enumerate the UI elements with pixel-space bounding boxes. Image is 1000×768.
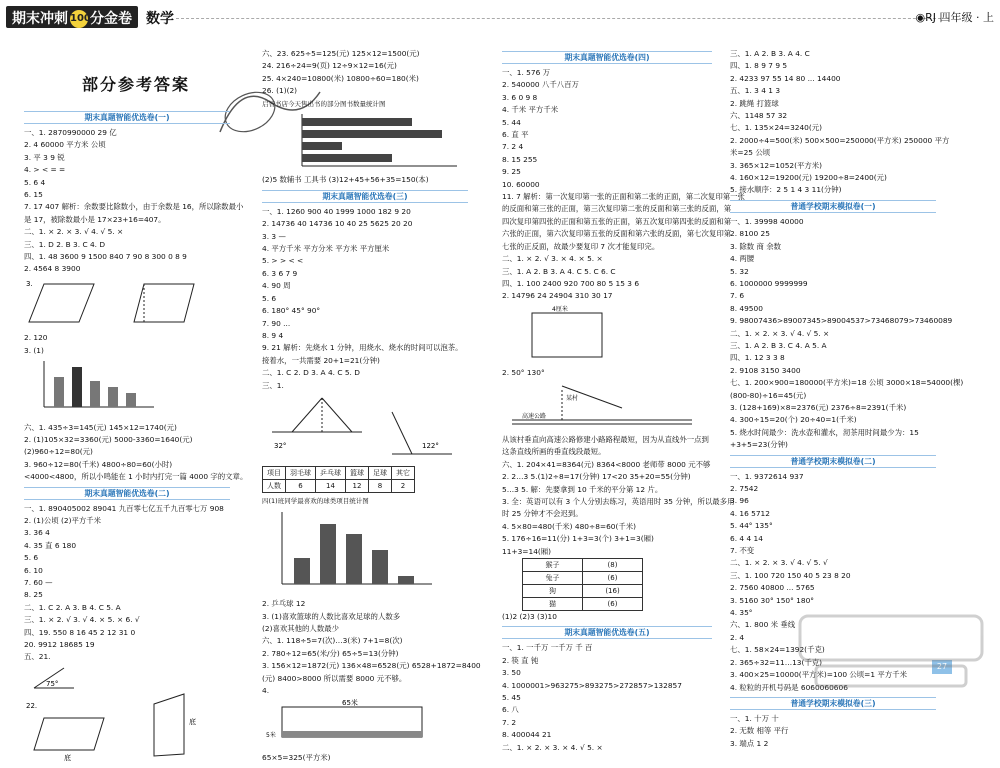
section-title: 期末真题智能优选卷(四)	[502, 51, 712, 64]
answer-column-1	[24, 108, 248, 762]
section-title: 普通学校期末模拟卷(三)	[730, 697, 936, 710]
answer-line: 六、1. 435÷3=145(元) 145×12=1740(元)	[24, 422, 177, 432]
answer-line: 2. (1)公顷 (2)平方千米	[24, 515, 102, 525]
answer-lines	[262, 48, 468, 98]
angle-figures	[262, 392, 462, 462]
answer-line: 二、1. C 2. A 3. B 4. C 5. A	[24, 602, 121, 612]
answer-line: +3+5=23(分钟)	[730, 440, 788, 450]
base-label: 底	[64, 753, 71, 762]
answer-line: 4. 90 周	[262, 281, 291, 291]
answer-lines	[730, 216, 964, 452]
book-bar-chart	[262, 110, 462, 170]
answer-lines	[730, 48, 950, 197]
answer-line: 5. 6	[24, 553, 39, 563]
answer-line: (1)2 (2)3 (3)10	[502, 612, 557, 621]
angle-label: 32°	[274, 441, 287, 450]
answer-line: 7. 不变	[730, 546, 755, 556]
table-cell: (8)	[583, 559, 643, 572]
answer-line: 4. 粒粒的开机号码是 6060060606	[730, 682, 848, 692]
answer-line: 3. (1)	[24, 345, 44, 355]
table-cell: (6)	[583, 598, 643, 611]
answer-line: 7. 60 —	[24, 577, 53, 587]
table-header-cell: 足球	[369, 467, 392, 480]
answer-line: 5. 44° 135°	[730, 521, 773, 531]
answer-line: 3. (1)喜欢篮球的人数比喜欢足球的人数多	[262, 611, 401, 621]
answer-line: 2. 365÷32=11…13(千克)	[730, 657, 823, 667]
answer-line: 三、1. A 2. B 3. C 4. A 5. A	[730, 340, 827, 350]
answer-line: 4. 160×12=19200(元) 19200÷8=2400(元)	[730, 173, 887, 183]
answer-line: 二、1. C 2. D 3. A 4. C 5. D	[262, 368, 360, 378]
answer-lines	[24, 332, 230, 357]
answer-line: 2. 8100 25	[730, 229, 770, 239]
table-header-cell: 项目	[263, 467, 286, 480]
answer-lines	[24, 127, 244, 276]
answer-line: 六张的正面，第六次复印第五张的反面和第六张的反面，第七次复印第	[502, 229, 732, 239]
answer-line: 7. 90 ...	[262, 318, 291, 328]
header-rule	[176, 18, 946, 19]
watermark-logo	[796, 612, 986, 692]
sports-bar-chart	[262, 508, 462, 594]
rect-label: 65米	[342, 699, 358, 708]
road-figure	[502, 380, 702, 430]
section-title: 期末真题智能优选卷(二)	[24, 487, 230, 500]
answer-line: 四、1. 12 3 3 8	[730, 353, 785, 363]
answer-line: 3. 36 4	[24, 528, 50, 538]
grade-label: ◉RJ 四年级 · 上	[915, 11, 994, 24]
base-label: 底	[189, 717, 196, 726]
answer-line: 3. 960÷12=80(千米) 4800÷80=60(小时)	[24, 459, 173, 469]
angle-label: 122°	[422, 441, 439, 450]
table-cell: 6	[286, 480, 316, 493]
answer-line: 3. 96	[730, 496, 749, 506]
chart-note: (2)5 数辅书 工具书 (3)12+45+56+35=150(本)	[262, 175, 429, 185]
answer-line: 24. 216÷24=9(页) 12÷9×12=16(元)	[262, 61, 397, 71]
answer-line: 六、1148 57 32	[730, 111, 788, 121]
answer-line: 2. 4	[730, 632, 745, 642]
table-cell: 12	[346, 480, 369, 493]
answer-line: 四、1. 8 9 7 9 5	[730, 61, 788, 71]
answer-line: (800-80)÷16=45(元)	[730, 390, 807, 400]
answer-line: 3. 5160 30° 150° 180°	[730, 595, 814, 605]
table-cell: 8	[369, 480, 392, 493]
answer-line: 五、1. 3 4 1 3	[730, 86, 781, 96]
answer-line: 4. 两腰	[730, 254, 755, 264]
table-cell: (6)	[583, 572, 643, 585]
answer-lines	[502, 434, 735, 558]
answer-line: 是 17，被除数最小是 17×23+16=407。	[24, 214, 166, 224]
answer-line: 一、1. 39998 40000	[730, 216, 804, 226]
answer-line: 5…3 5. 解：先要拿到 10 千米的平分第 12 片。	[502, 484, 663, 494]
answer-line: 6. 1000000 9999999	[730, 278, 808, 288]
answer-line: 25. 4×240=10800(米) 10800÷60=180(米)	[262, 73, 419, 83]
answer-line: 2. 2000÷4=500(米) 500×500=250000(平方米) 250000 平方	[730, 135, 950, 145]
answer-line: (2)960÷12=80(元)	[24, 447, 93, 457]
answer-line: 二、1. × 2. × 3. √ 4. √ 5. ×	[24, 227, 124, 237]
answer-line: 六、1. 204×41=8364(元) 8364<8000 老师带 8000 元不够	[502, 459, 711, 469]
answer-line: 从该村垂直向高速公路修建小路路程最短，因为从直线外一点到	[502, 434, 709, 444]
answer-line: 5. 45	[502, 693, 521, 703]
answer-line: 四、1. 48 3600 9 1500 840 7 90 8 300 0 8 9	[24, 252, 187, 262]
answer-line: 5. 176÷16=11(分) 1+3=3(个) 3+1=3(厢)	[502, 534, 654, 544]
answer-line: 3. 400×25=10000(平方米)=100 公顷=1 平方千米	[730, 670, 907, 680]
page-header	[6, 6, 994, 36]
answer-line: 6. 180° 45° 90°	[262, 306, 321, 316]
answer-line: 8. 9 4	[262, 330, 284, 340]
answer-line: 3. 平 3 9 锐	[24, 152, 65, 162]
answer-line: 6. 直 平	[502, 130, 529, 140]
answer-line: 三、1. × 2. √ 3. √ 4. × 5. × 6. √	[24, 615, 140, 625]
section-title: 期末真题智能优选卷(三)	[262, 190, 468, 203]
answer-line: 七、1. 58×24=1392(千克)	[730, 645, 825, 655]
answer-line: 11. 7 解析：第一次复印第一张的正面和第二张的正面，第二次复印第一张	[502, 192, 745, 202]
answer-line: 5. 6 4	[24, 177, 46, 187]
answer-line: 2. 4 60000 平方米 公顷	[24, 140, 106, 150]
answer-line: 5. 32	[730, 266, 749, 276]
answer-line: 4. 平方千米 平方分米 平方米 平方厘米	[262, 244, 390, 254]
answer-line: 3. 端点 1 2	[730, 738, 769, 748]
angle-label: 75°	[46, 679, 59, 688]
answer-line: 4. 35°	[730, 608, 753, 618]
answer-lines	[502, 642, 712, 754]
answer-line: 3. 全：英语可以有 3 个人分别去练习，英语用时 35 分钟，所以最多用	[502, 496, 735, 506]
answer-lines	[24, 422, 248, 484]
answer-line: 一、1. 9372614 937	[730, 471, 804, 481]
answer-line: 六、23. 625÷5=125(元) 125×12=1500(元)	[262, 49, 420, 58]
answer-line: 4. 千米 平方千米	[502, 105, 559, 115]
section-title: 普通学校期末模拟卷(二)	[730, 455, 936, 468]
answer-column-4	[730, 48, 964, 748]
answer-column-2	[262, 48, 481, 762]
answer-line: <4000<4800，所以小鸣能在 1 小时内打完一篇 4000 字的文章。	[24, 472, 248, 482]
bar-chart-hobbies	[24, 357, 164, 417]
answer-line: (2)喜欢其他的人数最少	[262, 623, 339, 633]
answer-line: 6. 10	[24, 565, 43, 575]
answer-line: 接着水，一共需要 20+1=21(分钟)	[262, 355, 380, 365]
answer-line: 9. 25	[502, 167, 521, 177]
answer-lines	[262, 598, 481, 697]
answer-line: 7. 2	[502, 717, 517, 727]
answer-line: 11+3=14(厢)	[502, 546, 552, 556]
section-title: 普通学校期末模拟卷(一)	[730, 200, 936, 213]
answer-line: 9. 21 解析：先烧水 1 分钟，用烧水、烧水的时间可以泡茶。	[262, 343, 463, 353]
answer-line: 7. 2 4	[502, 142, 524, 152]
answer-line: 三、1. 100 720 150 40 5 23 8 20	[730, 570, 851, 580]
village-label: 某村	[566, 394, 579, 402]
answer-line: 一、1. 576 万	[502, 68, 551, 77]
page-number: 27	[932, 660, 952, 674]
answer-line: 6. 3 6 7 9	[262, 268, 298, 278]
answer-line: 2. 筷 直 钝	[502, 655, 539, 665]
answer-line: 三、1.	[262, 380, 284, 390]
answer-line: 65×5=325(平方米)	[262, 752, 331, 762]
answer-line: 5. > > < <	[262, 256, 304, 266]
answer-line: 2. 4233 97 55 14 80 ... 14400	[730, 73, 841, 83]
answer-line: 5. 6	[262, 293, 277, 303]
answer-line: 2. 50° 130°	[502, 368, 545, 378]
answer-line: 7. 6	[730, 291, 745, 301]
answer-line: 二、1. × 2. × 3. √ 4. √ 5. ×	[730, 328, 830, 338]
sports-table	[262, 466, 415, 493]
answer-line: 四、19. 550 8 16 45 2 12 31 0	[24, 627, 136, 637]
table-cell: (16)	[583, 585, 643, 598]
answer-line: 20. 9912 18685 19	[24, 640, 95, 649]
answer-line: 时 25 分钟才不会迟到。	[502, 509, 583, 519]
answer-line: 2. 无数 相等 平行	[730, 726, 789, 736]
angle-and-parallelogram-figures	[24, 664, 224, 764]
brand-suffix: 分金卷	[90, 11, 132, 27]
answer-line: 2. 7560 40800 ... 5765	[730, 583, 815, 593]
answer-line: 五、21.	[24, 652, 51, 662]
answer-line: 的反面和第三张的正面，第三次复印第二张的反面和第三张的反面，第	[502, 204, 732, 214]
answer-line: 一、1. 890405002 89041 九百零七亿五千九百零七万 908	[24, 503, 224, 513]
answer-line: 2. 乒乓球 12	[262, 599, 306, 609]
answer-line: 七、1. 135×24=3240(元)	[730, 123, 823, 133]
answer-line: 二、1. × 2. × 3. √ 4. √ 5. √	[730, 558, 828, 568]
answer-line: 5. 接水顺序：2 5 1 4 3 11(分钟)	[730, 185, 842, 195]
fig-label: 4厘米	[552, 305, 568, 313]
table-cell: 兔子	[523, 572, 583, 585]
answer-line: 4.	[262, 686, 270, 695]
answer-line: 4. 35 直 6 180	[24, 540, 77, 550]
answer-line: 7. 17 407 解析：余数要比除数小，由于余数是 16，所以除数最小	[24, 202, 244, 212]
answer-line: 10. 60000	[502, 179, 540, 189]
answer-line: 3. 3 —	[262, 231, 286, 241]
answer-line: 四次复印第四张的正面和第五张的正面，第五次复印第四张的反面和第	[502, 216, 732, 226]
table-cell: 2	[392, 480, 415, 493]
answer-line: 七、1. 200×900=180000(平方米)=18 公顷 3000×18=54000(棵)	[730, 378, 964, 388]
answer-line: 6. 八	[502, 705, 519, 715]
section-title: 期末真题智能优选卷(一)	[24, 111, 230, 124]
animal-table	[522, 558, 643, 611]
q22-label: 22.	[26, 701, 38, 710]
answer-line: 3. 50	[502, 668, 521, 678]
answer-line: 2. 跳绳 打篮球	[730, 98, 779, 108]
table-row	[523, 559, 643, 572]
rectangle-grid-figure	[502, 303, 702, 363]
brand-badge: 100	[70, 10, 88, 28]
answer-line: 一、1. 1260 900 40 1999 1000 182 9 20	[262, 206, 411, 216]
answer-line: 2. 14796 24 24904 310 30 17	[502, 291, 613, 301]
answer-line: 一、1. 十万 十	[730, 713, 779, 723]
answer-line: 3. 156×12=1872(元) 136×48=6528(元) 6528+1872=8400	[262, 661, 481, 671]
answer-line: 8. 400044 21	[502, 730, 552, 740]
answer-line: 4. 1000001>963275>893275>272857>132857	[502, 680, 682, 690]
answer-line: 4. > < = =	[24, 165, 66, 175]
brand-banner	[6, 6, 138, 28]
table-header-cell: 乒乓球	[316, 467, 346, 480]
subject-label: 数学	[146, 11, 174, 27]
answer-lines	[262, 206, 468, 392]
answer-line: 6. 4 4 14	[730, 533, 763, 543]
answer-line: 8. 25	[24, 590, 43, 600]
rect-label: 5米	[266, 732, 276, 740]
answer-line: 5. 烧水时间最少：洗水壶和灌水，沏茶用时间最少为：15	[730, 427, 919, 437]
answer-lines	[730, 713, 936, 750]
parallelogram-figures	[24, 276, 224, 328]
answer-line: 二、1. × 2. × 3. × 4. √ 5. ×	[502, 742, 603, 752]
answer-line: 七张的正反面，故最少要复印 7 次才能复印完。	[502, 241, 660, 251]
chart-title: 启智书店今天售出书的部分图书数量统计图	[262, 99, 386, 108]
table-row	[523, 572, 643, 585]
table-header-cell: 篮球	[346, 467, 369, 480]
answer-line: 2. 780÷12=65(米/分) 65÷5=13(分钟)	[262, 648, 399, 658]
answer-line: 9. 98007436>89007345>89004537>73468079>73460089	[730, 316, 953, 326]
rectangle-figure	[262, 697, 462, 747]
answer-line: 6. 15	[24, 190, 43, 200]
answer-line: 2. (1)105×32=3360(元) 5000-3360=1640(元)	[24, 434, 193, 444]
brand-prefix: 期末冲刺	[12, 11, 68, 27]
answer-line: 六、1. 800 米 垂线	[730, 620, 796, 630]
answer-lines	[24, 503, 230, 664]
answer-line: 一、1. 一千万 一千万 千 百	[502, 643, 593, 653]
table-cell: 猴子	[523, 559, 583, 572]
answer-line: 三、1. A 2. B 3. A 4. C 5. C 6. C	[502, 266, 616, 276]
answer-line: 2. 14736 40 14736 10 40 25 5625 20 20	[262, 219, 413, 229]
answer-line: 米=25 公顷	[730, 148, 771, 158]
answer-line: 四、1. 100 2400 920 700 80 5 15 3 6	[502, 278, 640, 288]
answer-line: 2. 540000 八千八百万	[502, 80, 579, 90]
table-cell: 人数	[263, 480, 286, 493]
table-header-cell: 羽毛球	[286, 467, 316, 480]
answer-line: 3. 6 0 9 8	[502, 92, 538, 102]
answer-line: 2. 2…3 5.(1)2÷8=17(分钟) 17<20 35+20=55(分钟)	[502, 472, 691, 482]
answer-line: 2. 4564 8 3900	[24, 264, 81, 274]
table-row	[523, 598, 643, 611]
answer-lines	[502, 367, 712, 379]
bar-chart-title: 四(1)班同学最喜欢的球类项目统计图	[262, 497, 369, 506]
answer-line: 2. 9108 3150 3400	[730, 365, 801, 375]
table-cell: 14	[316, 480, 346, 493]
answer-line: 4. 300÷15=20(个) 20÷40=1(千米)	[730, 415, 857, 425]
answer-line: 2. 7542	[730, 484, 759, 493]
answer-line: 二、1. × 2. √ 3. × 4. × 5. ×	[502, 254, 603, 264]
section-title: 期末真题智能优选卷(五)	[502, 626, 712, 639]
answer-line: 一、1. 2870990000 29 亿	[24, 128, 117, 137]
road-label: 高速公路	[522, 412, 547, 420]
answer-line: 3. (128+169)×8=2376(元) 2376÷8=2391(千米)	[730, 402, 907, 412]
table-header-cell: 其它	[392, 467, 415, 480]
label-3-icon: 3.	[26, 279, 33, 288]
answer-line: 8. 49500	[730, 303, 763, 313]
table-row	[523, 585, 643, 598]
table-cell: 狗	[523, 585, 583, 598]
answer-line: 3. 365×12=1052(平方米)	[730, 160, 823, 170]
answer-line: 8. 15 255	[502, 154, 538, 164]
table-cell: 猫	[523, 598, 583, 611]
answer-line: 3. 除数 商 余数	[730, 241, 782, 251]
answer-line: 4. 5×80=480(千米) 480÷8=60(千米)	[502, 521, 637, 531]
answer-line: 这条直线所画的垂直线段最短。	[502, 447, 606, 457]
answer-line: 26. (1)(2)	[262, 86, 298, 96]
page-title: 部分参考答案	[82, 75, 191, 94]
answer-line: (元) 8400>8000 所以需要 8000 元不够。	[262, 673, 407, 683]
answer-line: 2. 120	[24, 333, 48, 343]
answer-line: 六、1. 118÷5=7(次)…3(米) 7+1=8(次)	[262, 636, 403, 646]
answer-line: 三、1. D 2. B 3. C 4. D	[24, 239, 106, 249]
answer-line: 三、1. A 2. B 3. A 4. C	[730, 49, 810, 58]
answer-line: 5. 44	[502, 117, 521, 127]
answer-line: 4. 16 5712	[730, 508, 770, 518]
